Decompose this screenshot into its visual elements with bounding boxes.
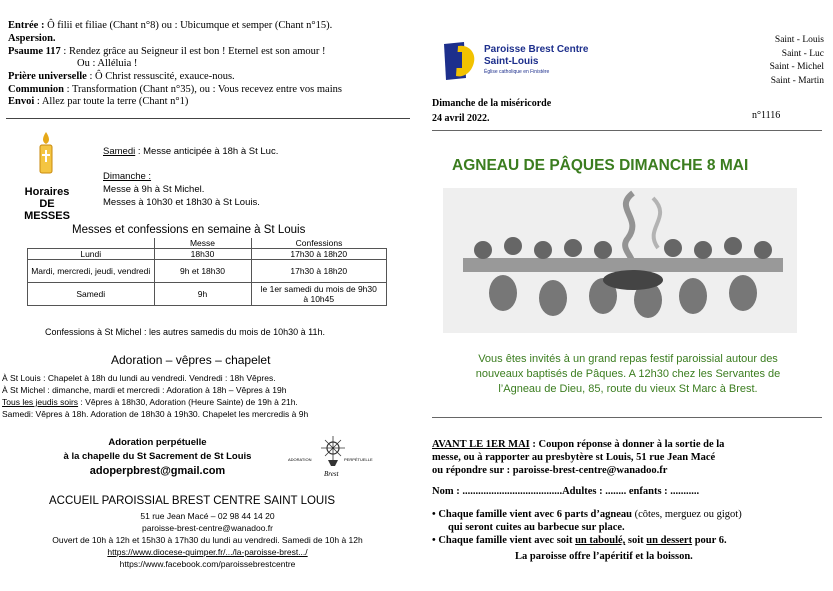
accueil-address: 51 rue Jean Macé – 02 98 44 14 20 xyxy=(140,511,275,521)
table-header-cell: Messe xyxy=(154,238,251,249)
bullet2-c: pour 6. xyxy=(692,535,727,546)
date-line2: 24 avril 2022. xyxy=(432,113,490,124)
entree-label: Entrée : xyxy=(8,20,45,31)
monstrance-icon xyxy=(288,434,378,470)
dimanche-label: Dimanche : xyxy=(103,171,152,182)
psaume-line xyxy=(8,46,326,58)
logo-city: Brest xyxy=(324,470,339,478)
envoi-line xyxy=(8,96,188,108)
table-header-row xyxy=(28,238,387,249)
parish-name xyxy=(484,44,589,76)
horaires-title-line2: DE MESSES xyxy=(24,198,70,222)
jeudis-text: : Vêpres à 18h30, Adoration (Heure Sainte) de 19h à 21h. xyxy=(78,397,298,407)
perpetuelle-block xyxy=(30,436,285,478)
perpetuelle-email[interactable]: adoperpbrest@gmail.com xyxy=(89,465,226,477)
issue-number: n°1116 xyxy=(752,110,781,121)
adoration-line: À St Michel : dimanche, mardi et mercredi : Adoration à 18h – Vêpres à 19h xyxy=(2,385,287,395)
adoration-line: À St Louis : Chapelet à 18h du lundi au vendredi. Vendredi : 18h Vêpres. xyxy=(2,373,276,383)
semaine-title: Messes et confessions en semaine à St Louis xyxy=(72,224,306,236)
coupon-line1 xyxy=(432,438,724,451)
parish-item: Saint - Luc xyxy=(781,48,824,59)
invite-line: nouveaux baptisés de Pâques. A 12h30 chez les Servantes de xyxy=(475,368,781,380)
date-line1: Dimanche de la miséricorde xyxy=(432,98,552,109)
divider xyxy=(432,417,822,418)
horaires-title-line1: Horaires xyxy=(24,186,70,198)
parish-logo-icon xyxy=(440,38,480,82)
table-row xyxy=(28,283,387,306)
closing-line: La paroisse offre l’apéritif et la boisson. xyxy=(515,551,693,562)
bullet1-line2: qui seront cuites au barbecue sur place. xyxy=(448,522,625,533)
facebook-link[interactable]: https://www.facebook.com/paroissebrestcentre xyxy=(119,559,296,569)
priere-text: : Ô Christ ressuscité, exauce-nous. xyxy=(86,71,235,82)
parish-name-line1: Paroisse Brest Centre xyxy=(484,44,589,55)
jeudis-label: Tous les jeudis soirs xyxy=(2,397,79,407)
accueil-title: ACCUEIL PAROISSIAL BREST CENTRE SAINT LOUIS xyxy=(49,495,336,507)
psaume-label: Psaume 117 xyxy=(8,46,61,57)
accueil-hours: Ouvert de 10h à 12h et 15h30 à 17h30 du lundi au vendredi. Samedi de 10h à 12h xyxy=(52,535,363,545)
aspersion-line: Aspersion. xyxy=(8,33,56,44)
table-cell: le 1er samedi du mois de 9h30 à 10h45 xyxy=(251,283,387,306)
issue-date xyxy=(432,96,551,126)
table-cell: 9h xyxy=(154,283,251,306)
diocese-link[interactable]: https://www.diocese-quimper.fr/.../la-paroisse-brest.../ xyxy=(107,547,308,557)
horaires-title xyxy=(18,186,76,222)
divider xyxy=(432,130,822,131)
parish-logo xyxy=(440,38,480,82)
bullet-list xyxy=(432,508,742,547)
adoration-logo xyxy=(288,434,378,484)
table-cell: Samedi xyxy=(28,283,155,306)
table-header-cell xyxy=(28,238,155,249)
dimanche-line1: Messe à 9h à St Michel. xyxy=(103,184,205,195)
coupon-line3: ou répondre sur : paroisse-brest-centre@wanadoo.fr xyxy=(432,465,668,476)
bullet1-text: Chaque famille vient avec 6 parts d’agneau xyxy=(438,509,632,520)
bullet-item: • Chaque famille vient avec soit un taboulé, soit un dessert pour 6. xyxy=(432,535,727,546)
schedule-table xyxy=(27,238,387,306)
bullet2-b: soit xyxy=(625,535,647,546)
table-cell: 17h30 à 18h20 xyxy=(251,260,387,283)
communion-line xyxy=(8,84,342,96)
bullet2-taboule: un taboulé, xyxy=(575,535,626,546)
parish-name-line3: Église catholique en Finistère xyxy=(484,69,550,75)
samedi-line xyxy=(103,146,278,157)
banquet-illustration xyxy=(443,188,797,333)
adoration-line: Samedi: Vêpres à 18h. Adoration de 18h30 à 19h30. Chapelet les mercredis à 9h xyxy=(2,409,309,419)
priere-label: Prière universelle xyxy=(8,71,87,82)
invite-line: l’Agneau de Dieu, 85, route du vieux St Marc à Brest. xyxy=(498,383,758,395)
psaume-alt: Ou : Alléluia ! xyxy=(77,58,138,69)
adoration-list xyxy=(2,372,308,420)
accueil-email[interactable]: paroisse-brest-centre@wanadoo.fr xyxy=(142,523,273,533)
table-cell: 9h et 18h30 xyxy=(154,260,251,283)
coupon-line2: messe, ou à rapporter au presbytère st Louis, 51 rue Jean Macé xyxy=(432,452,716,463)
table-header-cell: Confessions xyxy=(251,238,387,249)
communion-label: Communion xyxy=(8,84,65,95)
table-cell: Mardi, mercredi, jeudi, vendredi xyxy=(28,260,155,283)
priere-line xyxy=(8,71,235,83)
table-row xyxy=(28,260,387,283)
reply-form-line[interactable]: Nom : ......................................Adultes : ........ enfants : ........... xyxy=(432,486,700,497)
bullet2-dessert: un dessert xyxy=(646,535,693,546)
confessions-note: Confessions à St Michel : les autres samedis du mois de 10h30 à 11h. xyxy=(45,327,325,337)
envoi-text: : Allez par toute la terre (Chant n°1) xyxy=(34,96,189,107)
perpetuelle-line: à la chapelle du St Sacrement de St Louis xyxy=(63,451,252,462)
table-cell: 18h30 xyxy=(154,249,251,260)
dimanche-line2: Messes à 10h30 et 18h30 à St Louis. xyxy=(103,197,260,208)
invite-line: Vous êtes invités à un grand repas festif paroissial autour des xyxy=(478,353,778,365)
psaume-text: : Rendez grâce au Seigneur il est bon ! Eternel est son amour ! xyxy=(60,46,326,57)
logo-word2: PERPÉTUELLE xyxy=(344,457,373,462)
parish-item: Saint - Louis xyxy=(774,35,824,45)
entree-line xyxy=(8,20,332,32)
bullet2-a: Chaque famille vient avec soit xyxy=(438,535,576,546)
event-title: AGNEAU DE PÂQUES DIMANCHE 8 MAI xyxy=(452,157,749,174)
parish-item: Saint - Michel xyxy=(769,62,824,72)
table-cell: Lundi xyxy=(28,249,155,260)
perpetuelle-title: Adoration perpétuelle xyxy=(108,437,207,448)
coupon-block xyxy=(432,438,724,477)
divider xyxy=(6,118,410,119)
envoi-label: Envoi xyxy=(8,96,35,107)
candle-icon xyxy=(34,130,58,176)
bullet1-rest: (côtes, merguez ou gigot) xyxy=(631,509,742,520)
banquet-image-icon xyxy=(443,188,797,333)
coupon-label: AVANT LE 1ER MAI xyxy=(432,439,530,450)
accueil-block xyxy=(0,510,415,570)
parish-list xyxy=(700,34,824,88)
table-cell: 17h30 à 18h20 xyxy=(251,249,387,260)
logo-word1: ADORATION xyxy=(288,457,312,462)
parish-item: Saint - Martin xyxy=(770,75,824,86)
adoration-line xyxy=(2,396,308,408)
adoration-title: Adoration – vêpres – chapelet xyxy=(111,353,271,367)
samedi-text: : Messe anticipée à 18h à St Luc. xyxy=(135,146,279,157)
coupon-text: : Coupon réponse à donner à la sortie de la xyxy=(529,439,725,450)
communion-text: : Transformation (Chant n°35), ou : Vous recevez entre vos mains xyxy=(64,84,342,95)
bullet-item: • Chaque famille vient avec 6 parts d’agneau (côtes, merguez ou gigot) xyxy=(432,509,742,520)
entree-text: Ô filii et filiae (Chant n°8) ou : Ubicumque et semper (Chant n°15). xyxy=(44,20,333,31)
parish-name-line2: Saint-Louis xyxy=(484,56,539,67)
invite-text xyxy=(430,352,826,397)
table-row xyxy=(28,249,387,260)
samedi-label: Samedi xyxy=(103,146,136,157)
